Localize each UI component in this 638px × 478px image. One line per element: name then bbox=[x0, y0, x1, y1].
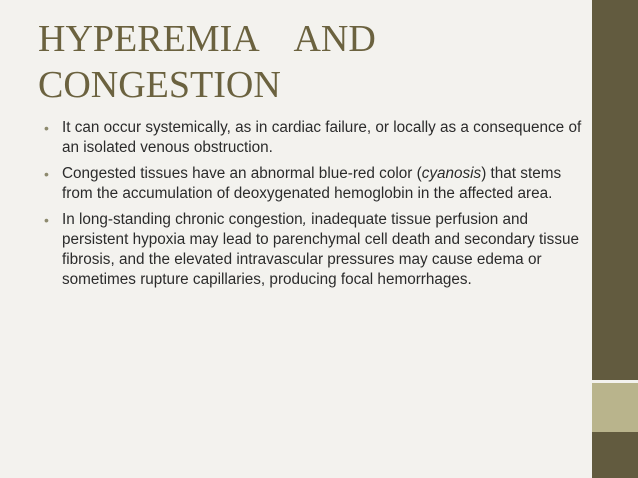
bullet-text-2-part-a: Congested tissues have an abnormal blue-red color ( bbox=[62, 165, 422, 182]
bullet-item-2 bbox=[44, 164, 584, 204]
bullet-item-1 bbox=[44, 118, 584, 158]
slide-title: HYPEREMIA AND CONGESTION bbox=[38, 18, 386, 106]
bullet-text-3 bbox=[62, 211, 579, 288]
bullet-marker: • bbox=[44, 212, 49, 228]
bullet-text-3-italic: , bbox=[302, 211, 307, 228]
bullet-marker: • bbox=[44, 166, 49, 182]
bullet-text-2-part-b: ) that stems from the accumulation of deoxygenated hemoglobin in the affected area. bbox=[62, 165, 562, 202]
bullet-text-3-part-a: In long-standing chronic congestion bbox=[62, 211, 303, 228]
bullet-list bbox=[44, 118, 584, 296]
bullet-item-3 bbox=[44, 210, 584, 290]
side-bar-accent-block bbox=[592, 383, 638, 432]
bullet-text-2 bbox=[62, 165, 561, 202]
bullet-text-1: It can occur systemically, as in cardiac failure, or locally as a consequence of an isolated venous obstruction. bbox=[62, 119, 582, 156]
bullet-text-2-italic: cyanosis bbox=[421, 165, 482, 182]
bullet-text-3-part-b: inadequate tissue perfusion and persistent hypoxia may lead to parenchymal cell death and secondary tissue fibrosis, and the elevated intravascular pressures may cause edema or sometimes rupture capillaries, producing focal hemorrhages. bbox=[62, 211, 579, 288]
bullet-marker: • bbox=[44, 120, 49, 136]
